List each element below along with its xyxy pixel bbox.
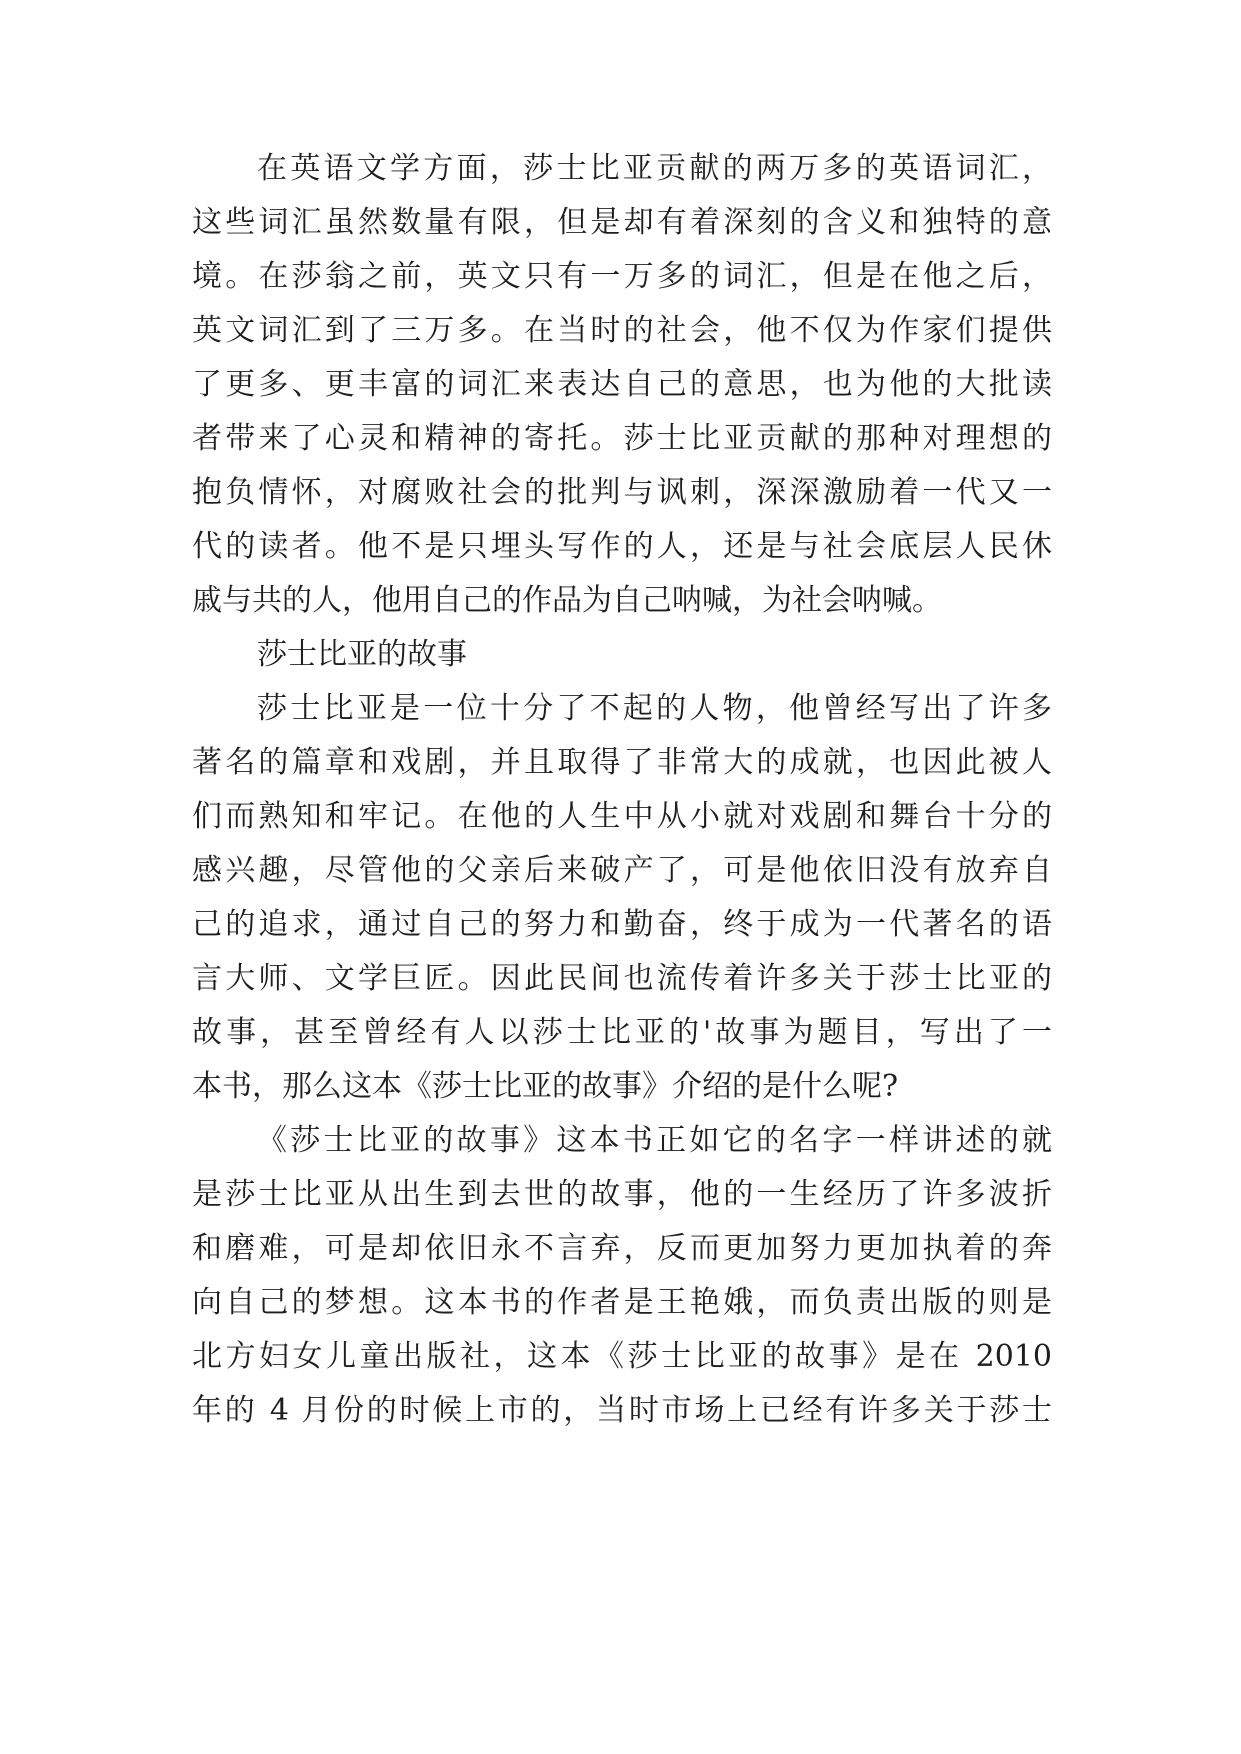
- paragraph-line: 《莎士比亚的故事》这本书正如它的名字一样讲述的就: [257, 1123, 1052, 1158]
- paragraph-line: 故事，甚至曾经有人以莎士比亚的'故事为题目，写出了一: [192, 1015, 1052, 1050]
- paragraph-line: 们而熟知和牢记。在他的人生中从小就对戏剧和舞台十分的: [192, 799, 1052, 834]
- paragraph-line: 者带来了心灵和精神的寄托。莎士比亚贡献的那种对理想的: [192, 421, 1052, 456]
- paragraph-line: 著名的篇章和戏剧，并且取得了非常大的成就，也因此被人: [192, 745, 1052, 780]
- paragraph-line: 感兴趣，尽管他的父亲后来破产了，可是他依旧没有放弃自: [192, 853, 1052, 888]
- paragraph-line: 莎士比亚是一位十分了不起的人物，他曾经写出了许多: [257, 691, 1052, 726]
- paragraph-line: 抱负情怀，对腐败社会的批判与讽刺，深深激励着一代又一: [192, 475, 1052, 510]
- paragraph-line: 本书，那么这本《莎士比亚的故事》介绍的是什么呢?: [192, 1069, 899, 1104]
- paragraph-line: 这些词汇虽然数量有限，但是却有着深刻的含义和独特的意: [192, 205, 1052, 240]
- paragraph-line: 英文词汇到了三万多。在当时的社会，他不仅为作家们提供: [192, 313, 1052, 348]
- paragraph-line: 向自己的梦想。这本书的作者是王艳娥，而负责出版的则是: [192, 1285, 1052, 1320]
- paragraph-line: 北方妇女儿童出版社，这本《莎士比亚的故事》是在 2010: [192, 1339, 1052, 1374]
- paragraph-line: 言大师、文学巨匠。因此民间也流传着许多关于莎士比亚的: [192, 961, 1052, 996]
- paragraph-line: 境。在莎翁之前，英文只有一万多的词汇，但是在他之后，: [192, 259, 1052, 294]
- paragraph-line: 己的追求，通过自己的努力和勤奋，终于成为一代著名的语: [192, 907, 1052, 942]
- section-heading: 莎士比亚的故事: [257, 637, 467, 672]
- paragraph-line: 在英语文学方面，莎士比亚贡献的两万多的英语词汇，: [257, 151, 1052, 186]
- paragraph-line: 是莎士比亚从出生到去世的故事，他的一生经历了许多波折: [192, 1177, 1052, 1212]
- paragraph-line: 和磨难，可是却依旧永不言弃，反而更加努力更加执着的奔: [192, 1231, 1052, 1266]
- paragraph-line: 年的 4 月份的时候上市的，当时市场上已经有许多关于莎士: [192, 1393, 1052, 1428]
- paragraph-line: 戚与共的人，他用自己的作品为自己呐喊，为社会呐喊。: [192, 583, 942, 618]
- paragraph-line: 了更多、更丰富的词汇来表达自己的意思，也为他的大批读: [192, 367, 1052, 402]
- paragraph-line: 代的读者。他不是只埋头写作的人，还是与社会底层人民休: [192, 529, 1052, 564]
